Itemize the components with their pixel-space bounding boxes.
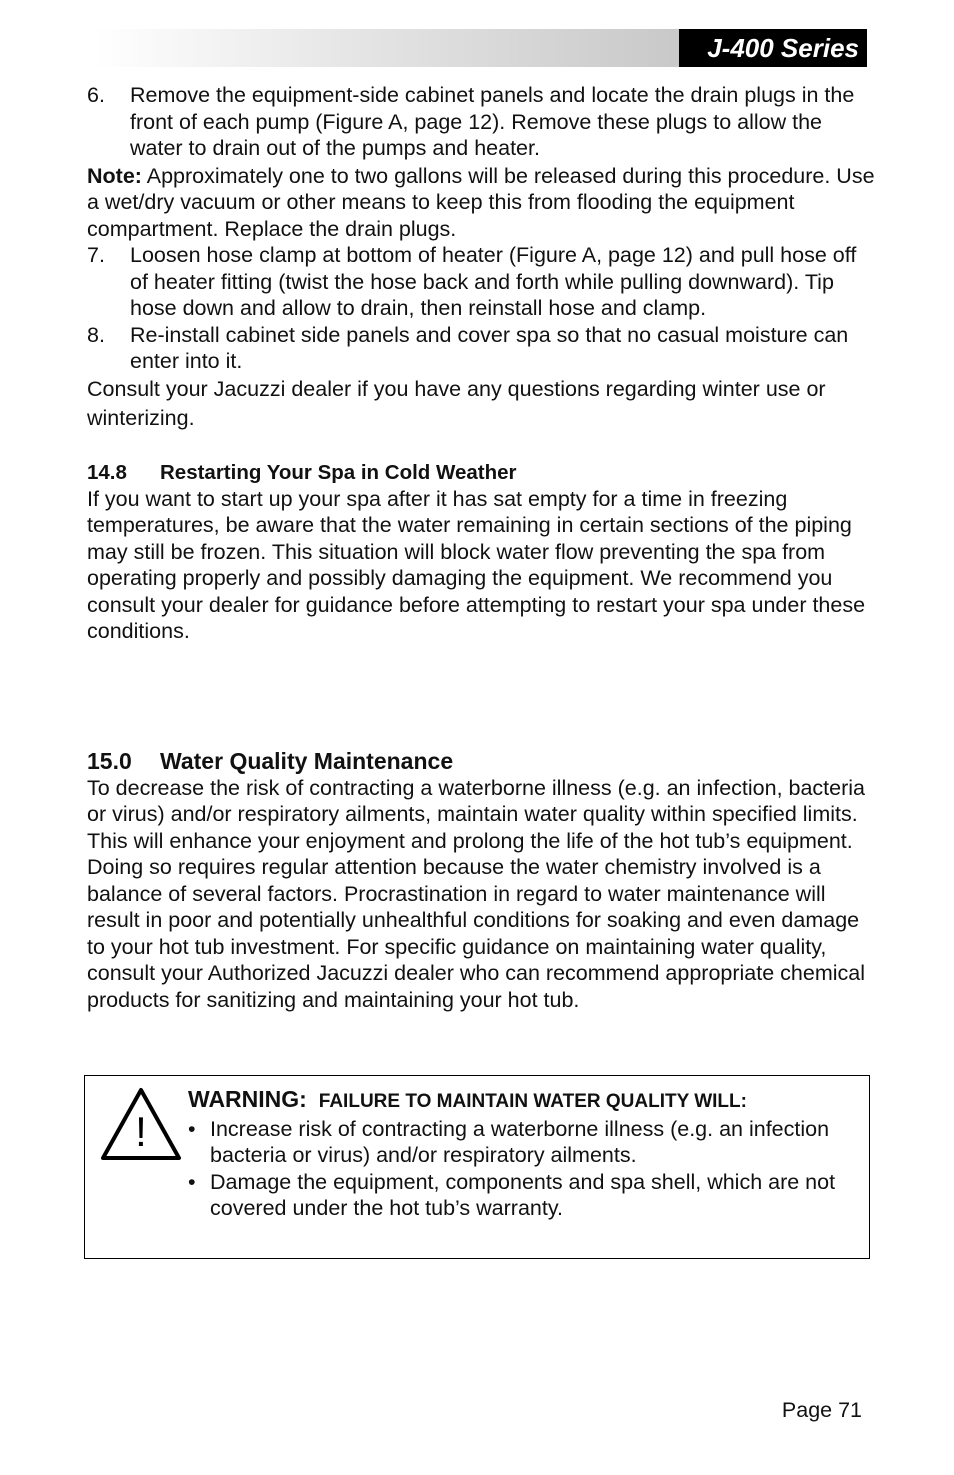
step-text: Remove the equipment-side cabinet panels and locate the drain plugs in the front of each pump (Figure A, page 12). Remove these plugs to allow the water to drain out of the pumps and heater.	[130, 83, 855, 160]
warning-bullet	[188, 1169, 848, 1222]
section-heading-15-0	[87, 747, 877, 775]
bullet-icon: •	[188, 1169, 196, 1194]
section-number: 14.8	[87, 460, 127, 484]
section-title: Restarting Your Spa in Cold Weather	[160, 460, 517, 484]
series-title: J-400 Series	[679, 29, 867, 67]
step-number: 8.	[87, 322, 105, 347]
step-number: 7.	[87, 243, 105, 267]
page-content	[87, 82, 877, 1013]
consult-paragraph: Consult your Jacuzzi dealer if you have any questions regarding winter use or winterizing.	[87, 376, 826, 430]
warning-exclamation: !	[135, 1108, 147, 1155]
warning-box	[84, 1075, 870, 1259]
bullet-text: Increase risk of contracting a waterborne illness (e.g. an infection bacteria or virus) and/or respiratory ailments.	[210, 1116, 830, 1167]
step-6	[87, 82, 877, 162]
warning-label: WARNING:	[188, 1086, 307, 1112]
warning-triangle-icon	[99, 1086, 183, 1162]
note-paragraph	[87, 163, 877, 243]
warning-bullet	[188, 1116, 848, 1169]
page-number: Page 71	[781, 1398, 862, 1422]
warning-subtitle: FAILURE TO MAINTAIN WATER QUALITY WILL:	[318, 1091, 747, 1112]
header-bar	[95, 29, 867, 67]
step-text: Re-install cabinet side panels and cover spa so that no casual moisture can enter into it.	[130, 322, 849, 373]
bullet-icon: •	[188, 1116, 196, 1141]
step-text: Loosen hose clamp at bottom of heater (Figure A, page 12) and pull hose off of heater fitting (twist the hose back and forth while pulling downward). Tip hose down and allow to drain, then reinstall hose and clamp.	[130, 243, 857, 320]
section-15-0-body: To decrease the risk of contracting a waterborne illness (e.g. an infection, bacteria or virus) and/or respiratory ailments, maintain water quality within specified limits. This will enhance your enjoyment and prolong the life of the hot tub’s equipment. Doing so requires regular attention because the water chemistry involved is a balance of several factors. Procrastination in regard to water maintenance will result in poor and potentially unhealthful conditions for soaking and even damage to your hot tub investment. For specific guidance on maintaining water quality, consult your Authorized Jacuzzi dealer who can recommend appropriate chemical products for sanitizing and maintaining your hot tub.	[87, 775, 865, 1012]
note-text: Approximately one to two gallons will be released during this procedure. Use a wet/dry vacuum or other means to keep this from flooding the equipment compartment. Replace the drain plugs.	[87, 163, 875, 241]
note-label: Note:	[87, 163, 142, 188]
section-title: Water Quality Maintenance	[160, 747, 454, 774]
warning-heading	[188, 1086, 848, 1116]
step-7	[87, 242, 877, 322]
step-number: 6.	[87, 83, 105, 107]
section-14-8-body: If you want to start up your spa after it has sat empty for a time in freezing temperatures, be aware that the water remaining in certain sections of the piping may still be frozen. This situation will block water flow preventing the spa from operating properly and possibly damaging the equipment. We recommend you consult your dealer for guidance before attempting to restart your spa under these conditions.	[87, 486, 866, 643]
bullet-text: Damage the equipment, components and spa shell, which are not covered under the hot tub’s warranty.	[210, 1169, 836, 1220]
section-heading-14-8	[87, 460, 877, 486]
section-number: 15.0	[87, 747, 132, 774]
step-8	[87, 322, 877, 375]
warning-content	[188, 1086, 848, 1222]
